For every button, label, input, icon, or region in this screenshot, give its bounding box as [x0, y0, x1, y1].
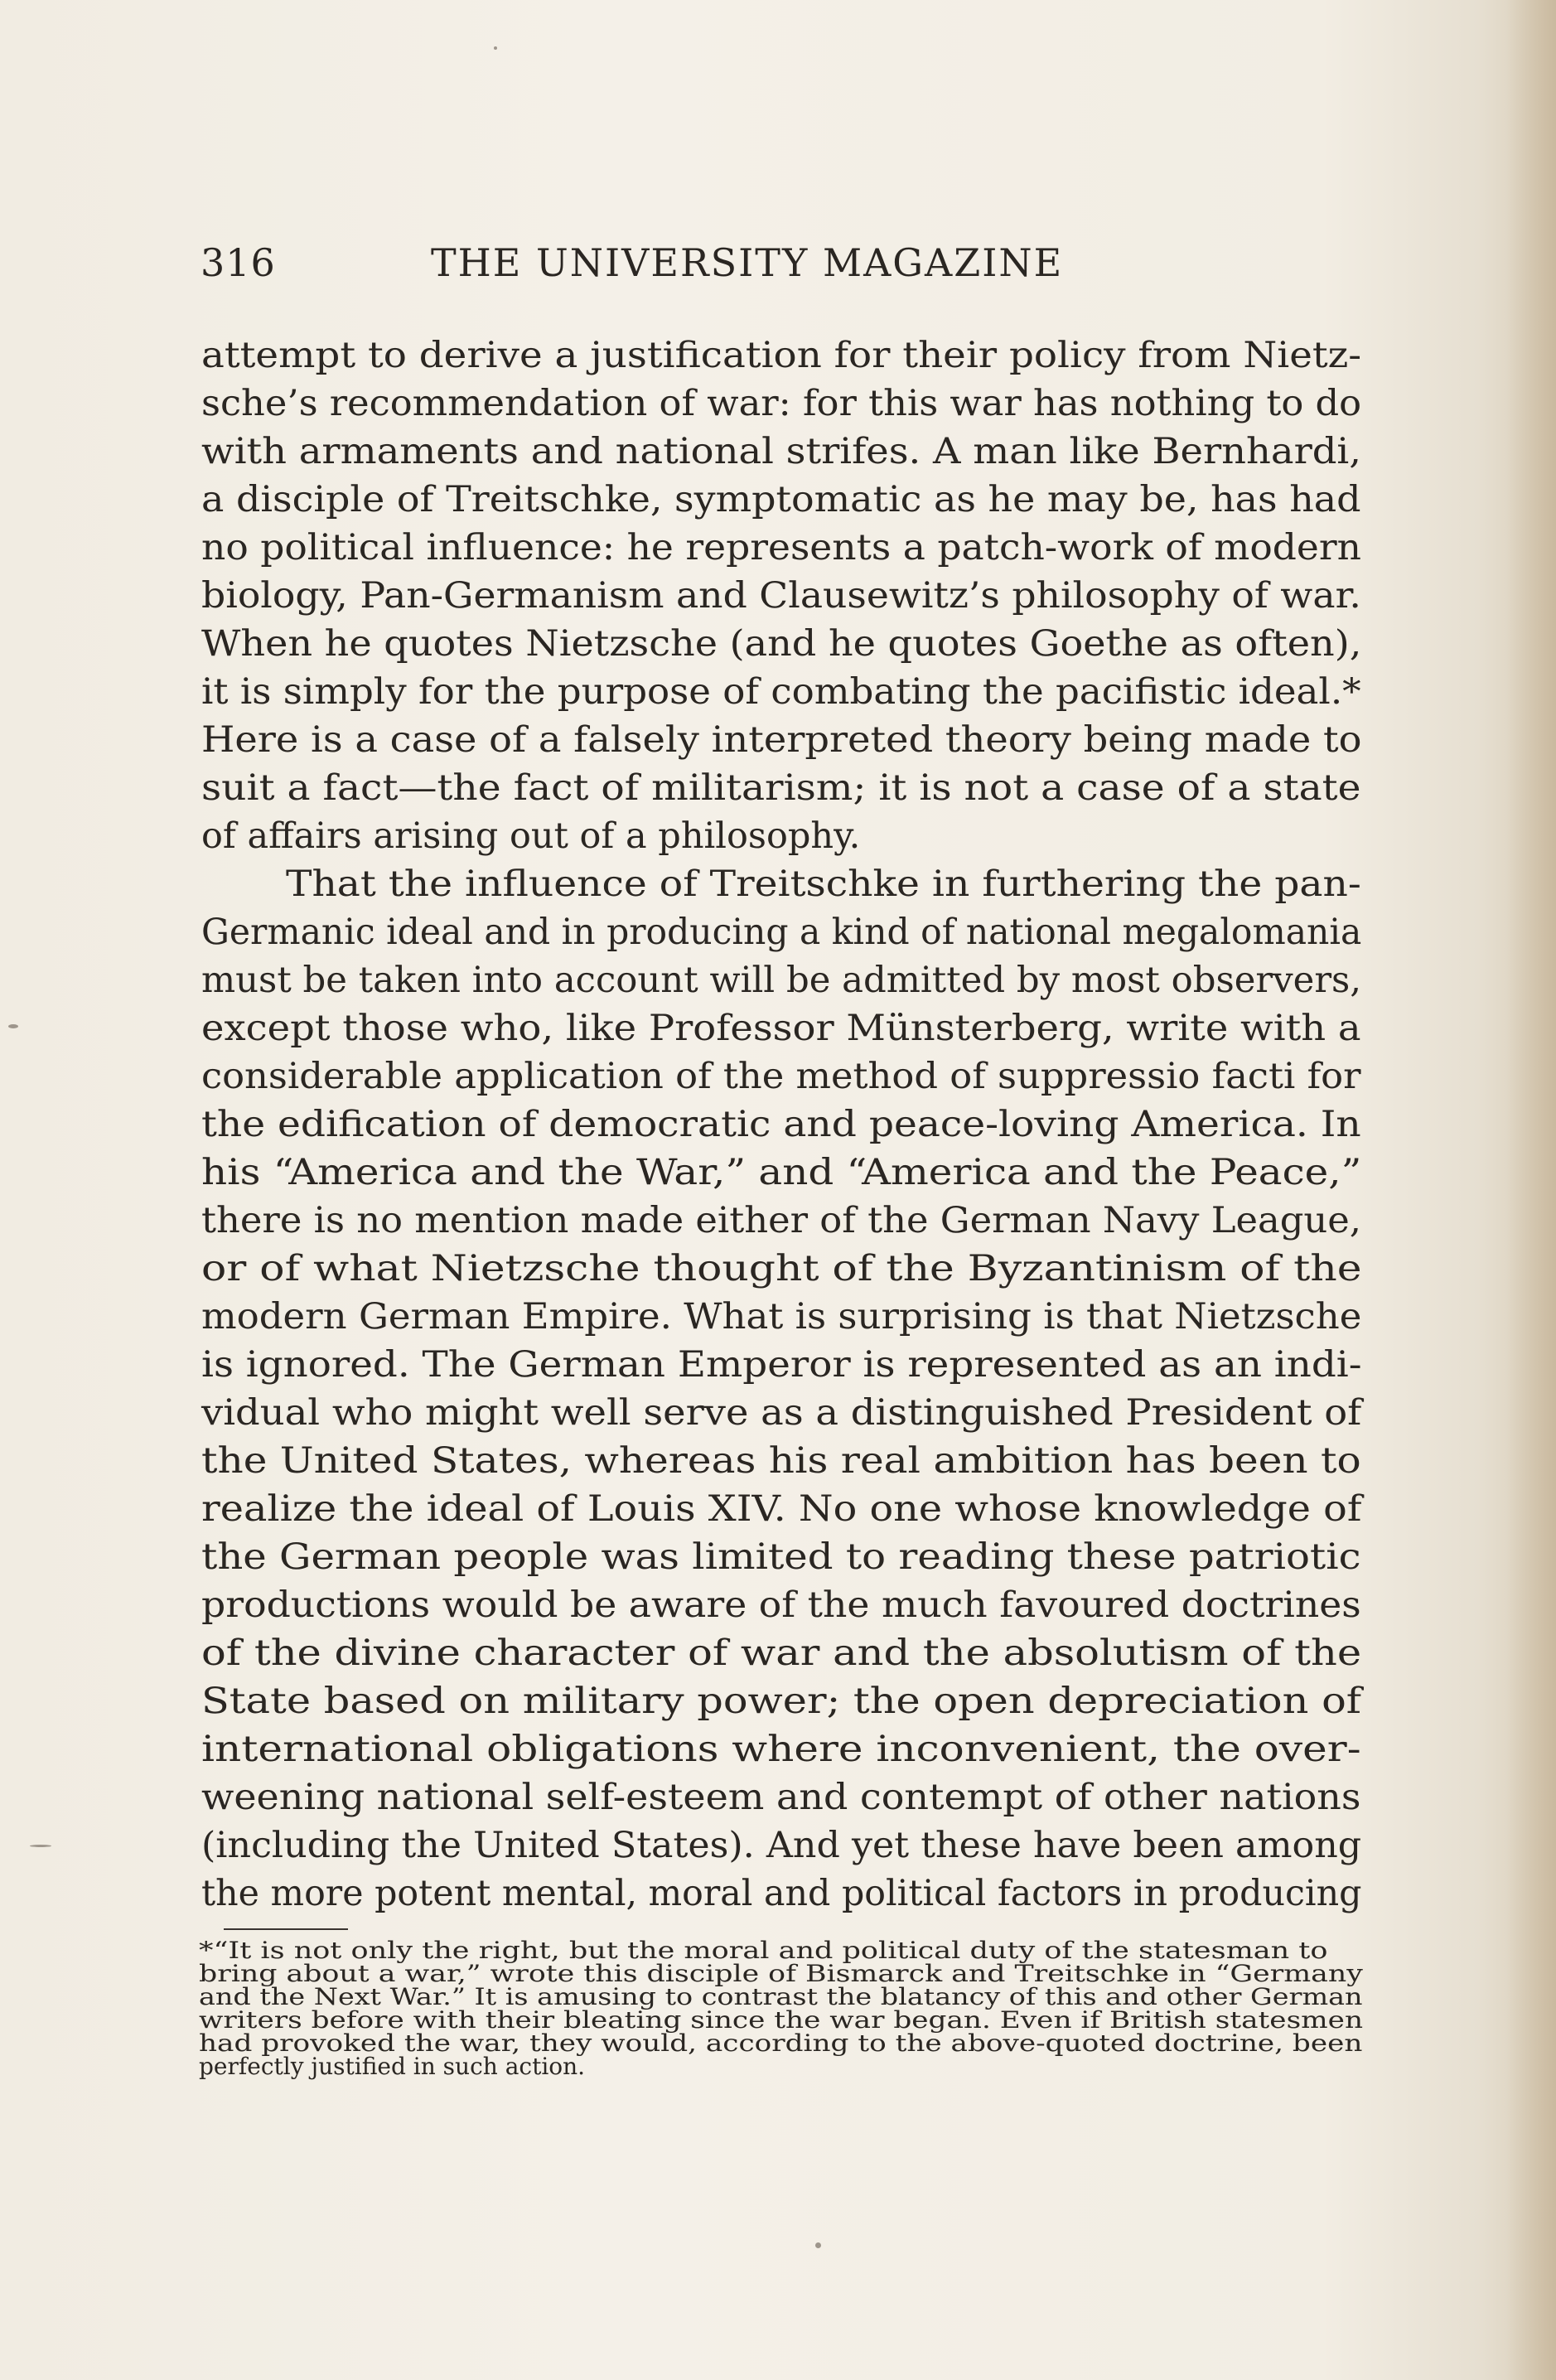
text-line: except those who, like Professor Münsterberg, write with a: [201, 1008, 1361, 1049]
text-line: a disciple of Treitschke, symptomatic as he may be, has had: [201, 479, 1361, 520]
text-line: no political influence: he represents a patch-work of modern: [201, 527, 1361, 568]
text-line: of affairs arising out of a philosophy.: [201, 815, 861, 857]
text-line: vidual who might well serve as a distinguished President of: [201, 1392, 1362, 1434]
footnote-line: had provoked the war, they would, according to the above-quoted doctrine, been: [199, 2029, 1363, 2057]
page-number: 316: [201, 240, 276, 285]
text-line: the more potent mental, moral and political factors in producing: [201, 1873, 1362, 1914]
text-line: biology, Pan-Germanism and Clausewitz’s philosophy of war.: [201, 575, 1361, 617]
text-line: the United States, whereas his real ambition has been to: [201, 1440, 1361, 1482]
text-line: When he quotes Nietzsche (and he quotes Goethe as often),: [201, 623, 1362, 665]
paper-speck: [8, 1024, 18, 1028]
running-title: THE UNIVERSITY MAGAZINE: [431, 240, 1064, 285]
paper-speck: [30, 1845, 51, 1847]
text-line: with armaments and national strifes. A man like Bernhardi,: [201, 431, 1362, 472]
text-line: State based on military power; the open depreciation of: [201, 1681, 1362, 1722]
text-line: there is no mention made either of the German Navy League,: [201, 1200, 1362, 1241]
text-line: considerable application of the method of suppressio facti for: [201, 1056, 1361, 1097]
text-line: the German people was limited to reading these patriotic: [201, 1536, 1361, 1578]
text-line: must be taken into account will be admitted by most observers,: [201, 960, 1362, 1001]
text-line: modern German Empire. What is surprising is that Nietzsche: [201, 1296, 1362, 1338]
text-line: or of what Nietzsche thought of the Byzantinism of the: [201, 1248, 1362, 1289]
footnote-line: perfectly justified in such action.: [199, 2053, 586, 2080]
text-line: Germanic ideal and in producing a kind of national megalomania: [201, 912, 1362, 953]
text-line: weening national self-esteem and contempt of other nations: [201, 1777, 1361, 1818]
text-line: of the divine character of war and the absolutism of the: [201, 1633, 1362, 1674]
footnote-line: and the Next War.” It is amusing to contrast the blatancy of this and other German: [199, 1983, 1363, 2010]
paragraph-first-line: That the influence of Treitschke in furthering the pan-: [286, 863, 1361, 905]
text-line: productions would be aware of the much favoured doctrines: [201, 1584, 1361, 1626]
paper-speck: [494, 46, 497, 50]
text-line: suit a fact—the fact of militarism; it is not a case of a state: [201, 767, 1361, 809]
footnote-line: *“It is not only the right, but the moral and political duty of the statesman to: [199, 1937, 1328, 1964]
paper-speck: [815, 2242, 821, 2248]
text-line: international obligations where inconvenient, the over-: [201, 1729, 1361, 1770]
text-line: it is simply for the purpose of combating the pacifistic ideal.*: [201, 671, 1361, 713]
text-line: is ignored. The German Emperor is represented as an indi-: [201, 1344, 1362, 1386]
text-line: sche’s recommendation of war: for this war has nothing to do: [201, 383, 1362, 424]
text-line: (including the United States). And yet these have been among: [201, 1825, 1362, 1866]
text-line: attempt to derive a justification for their policy from Nietz-: [201, 335, 1362, 376]
footnote-line: bring about a war,” wrote this disciple of Bismarck and Treitschke in “Germany: [199, 1960, 1363, 1987]
text-line: the edification of democratic and peace-loving America. In: [201, 1104, 1361, 1145]
text-line: Here is a case of a falsely interpreted theory being made to: [201, 719, 1362, 761]
page-edge-shadow: [1506, 0, 1556, 2380]
footnote-rule: [224, 1928, 348, 1930]
text-line: his “America and the War,” and “America and the Peace,”: [201, 1152, 1362, 1193]
page-header: [201, 240, 1095, 290]
footnote-line: writers before with their bleating since the war began. Even if British statesmen: [199, 2006, 1364, 2034]
text-line: realize the ideal of Louis XIV. No one whose knowledge of: [201, 1488, 1362, 1530]
